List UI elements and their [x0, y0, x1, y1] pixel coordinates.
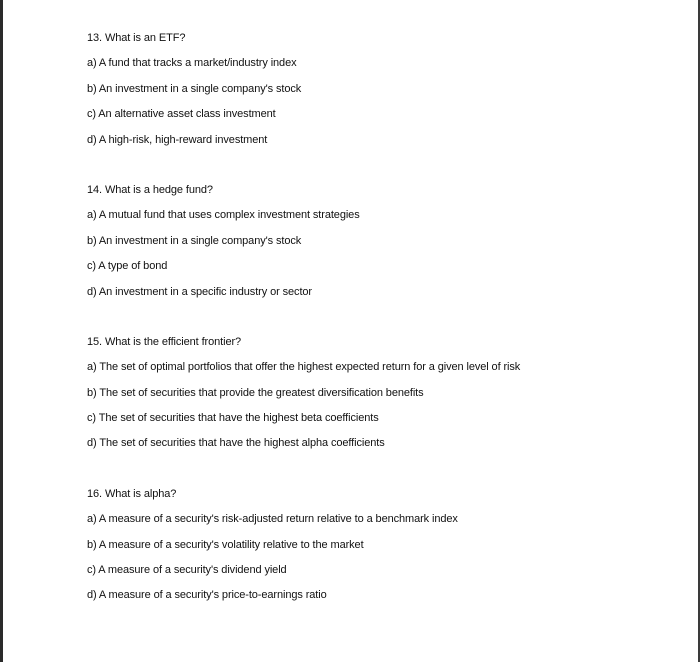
option-b: b) The set of securities that provide the greatest diversification benefits — [87, 386, 424, 399]
option-a: a) A mutual fund that uses complex investment strategies — [87, 209, 360, 222]
option-c: c) The set of securities that have the highest beta coefficients — [87, 412, 379, 425]
question-14 — [87, 178, 687, 305]
option-d: d) An investment in a specific industry or sector — [87, 285, 312, 298]
option-c: c) An alternative asset class investment — [87, 108, 276, 121]
option-c: c) A type of bond — [87, 260, 168, 273]
left-edge-border — [0, 0, 3, 662]
option-b: b) A measure of a security's volatility relative to the market — [87, 538, 364, 551]
option-d: d) A measure of a security's price-to-earnings ratio — [87, 589, 327, 602]
question-title: 15. What is the efficient frontier? — [87, 335, 242, 348]
question-15 — [87, 330, 687, 457]
option-c: c) A measure of a security's dividend yield — [87, 564, 287, 577]
option-b: b) An investment in a single company's stock — [87, 234, 302, 247]
question-title: 16. What is alpha? — [87, 487, 177, 500]
question-list — [87, 26, 687, 634]
option-d: d) The set of securities that have the highest alpha coefficients — [87, 437, 385, 450]
option-a: a) The set of optimal portfolios that offer the highest expected return for a given level of risk — [87, 361, 521, 374]
option-a: a) A measure of a security's risk-adjusted return relative to a benchmark index — [87, 513, 458, 526]
option-d: d) A high-risk, high-reward investment — [87, 133, 268, 146]
question-title: 14. What is a hedge fund? — [87, 183, 213, 196]
question-13 — [87, 26, 687, 153]
question-title: 13. What is an ETF? — [87, 32, 186, 44]
question-16 — [87, 482, 687, 609]
option-b: b) An investment in a single company's stock — [87, 82, 302, 95]
option-a: a) A fund that tracks a market/industry index — [87, 57, 297, 70]
